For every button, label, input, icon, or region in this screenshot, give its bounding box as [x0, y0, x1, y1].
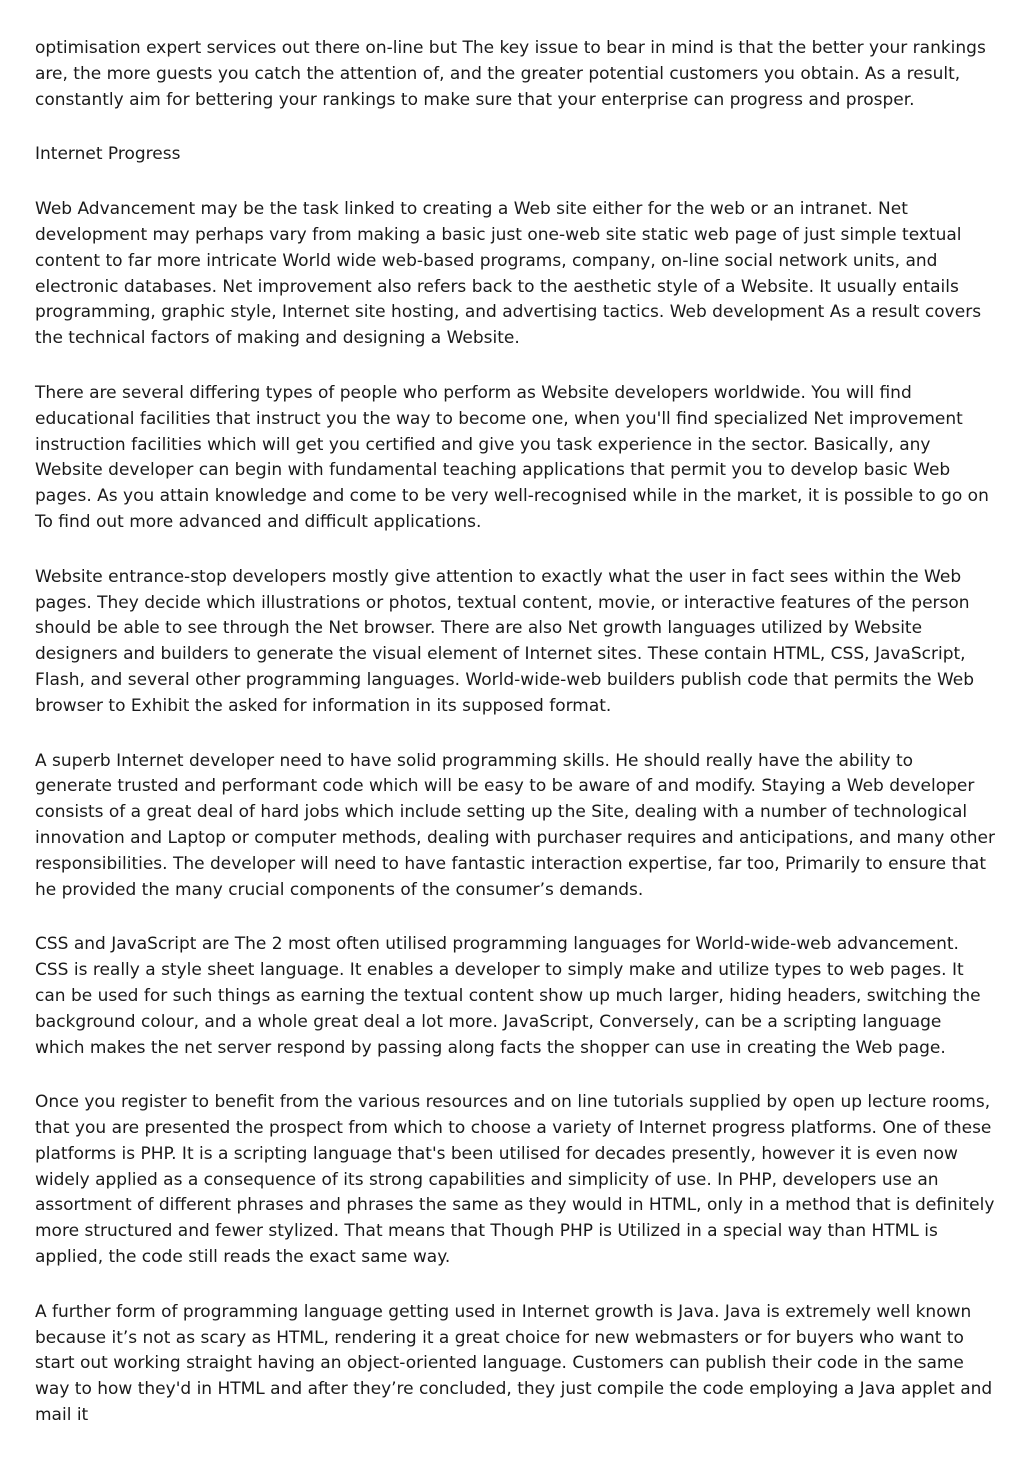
- document-page: [35, 36, 995, 1458]
- paragraph-developer-types: There are several differing types of people who perform as Website developers worldwide. You will find educational facilities that instruct you the way to become one, when you'll find specialized Net improvement instruction facilities which will get you certified and give you task experience in the sector. Basically, any Website developer can begin with fundamental teaching applications that permit you to develop basic Web pages. As you attain knowledge and come to be very well-recognised while in the market, it is possible to go on To find out more advanced and difficult applications.: [35, 382, 989, 532]
- paragraph-php: Once you register to benefit from the various resources and on line tutorials supplied by open up lecture rooms, that you are presented the prospect from which to choose a variety of Internet progress platforms. One of these platforms is PHP. It is a scripting language that's been utilised for decades presently, however it is even now widely applied as a consequence of its strong capabilities and simplicity of use. In PHP, developers use an assortment of different phrases and phrases the same as they would in HTML, only in a method that is definitely more structured and fewer stylized. That means that Though PHP is Utilized in a special way than HTML is applied, the code still reads the exact same way.: [35, 1092, 995, 1268]
- paragraph-css-javascript: CSS and JavaScript are The 2 most often utilised programming languages for World-wide-web advancement. CSS is really a style sheet language. It enables a developer to simply make and utilize types to web pages. It can be used for such things as earning the textual content show up much larger, hiding headers, switching the background colour, and a whole great deal a lot more. JavaScript, Conversely, can be a scripting language which makes the net server respond by passing along facts the shopper can use in creating the Web page.: [35, 934, 981, 1058]
- paragraph-java: A further form of programming language getting used in Internet growth is Java. Java is extremely well known because it’s not as scary as HTML, rendering it a great choice for new webmasters or for buyers who want to start out working straight having an object-oriented language. Customers can publish their code in the same way to how they'd in HTML and after they’re concluded, they just compile the code employing a Java applet and mail it: [35, 1301, 993, 1426]
- paragraph-intro: optimisation expert services out there on-line but The key issue to bear in mind is that the better your rankings are, the more guests you catch the attention of, and the greater potential customers you obtain. As a result, constantly aim for bettering your rankings to make sure that your enterprise can progress and prosper.: [35, 38, 986, 110]
- paragraph-front-end: Website entrance-stop developers mostly give attention to exactly what the user in fact sees within the Web pages. They decide which illustrations or photos, textual content, movie, or interactive features of the person should be able to see through the Net browser. There are also Net growth languages utilized by Website designers and builders to generate the visual element of Internet sites. These contain HTML, CSS, JavaScript, Flash, and several other programming languages. World-wide-web builders publish code that permits the Web browser to Exhibit the asked for information in its supposed format.: [35, 566, 975, 716]
- paragraph-developer-skills: A superb Internet developer need to have solid programming skills. He should really have the ability to generate trusted and performant code which will be easy to be aware of and modify. Staying a Web developer consists of a great deal of hard jobs which include setting up the Site, dealing with a number of technological innovation and Laptop or computer methods, dealing with purchaser requires and anticipations, and many other responsibilities. The developer will need to have fantastic interaction expertise, far too, Primarily to ensure that he provided the many crucial components of the consumer’s demands.: [35, 750, 995, 900]
- section-heading: Internet Progress: [35, 144, 181, 165]
- paragraph-web-advancement: Web Advancement may be the task linked to creating a Web site either for the web or an intranet. Net development may perhaps vary from making a basic just one-web site static web page of just simple textual content to far more intricate World wide web-based programs, company, on-line social network units, and electronic databases. Net improvement also refers back to the aesthetic style of a Website. It usually entails programming, graphic style, Internet site hosting, and advertising tactics. Web development As a result covers the technical factors of making and designing a Website.: [35, 199, 982, 349]
